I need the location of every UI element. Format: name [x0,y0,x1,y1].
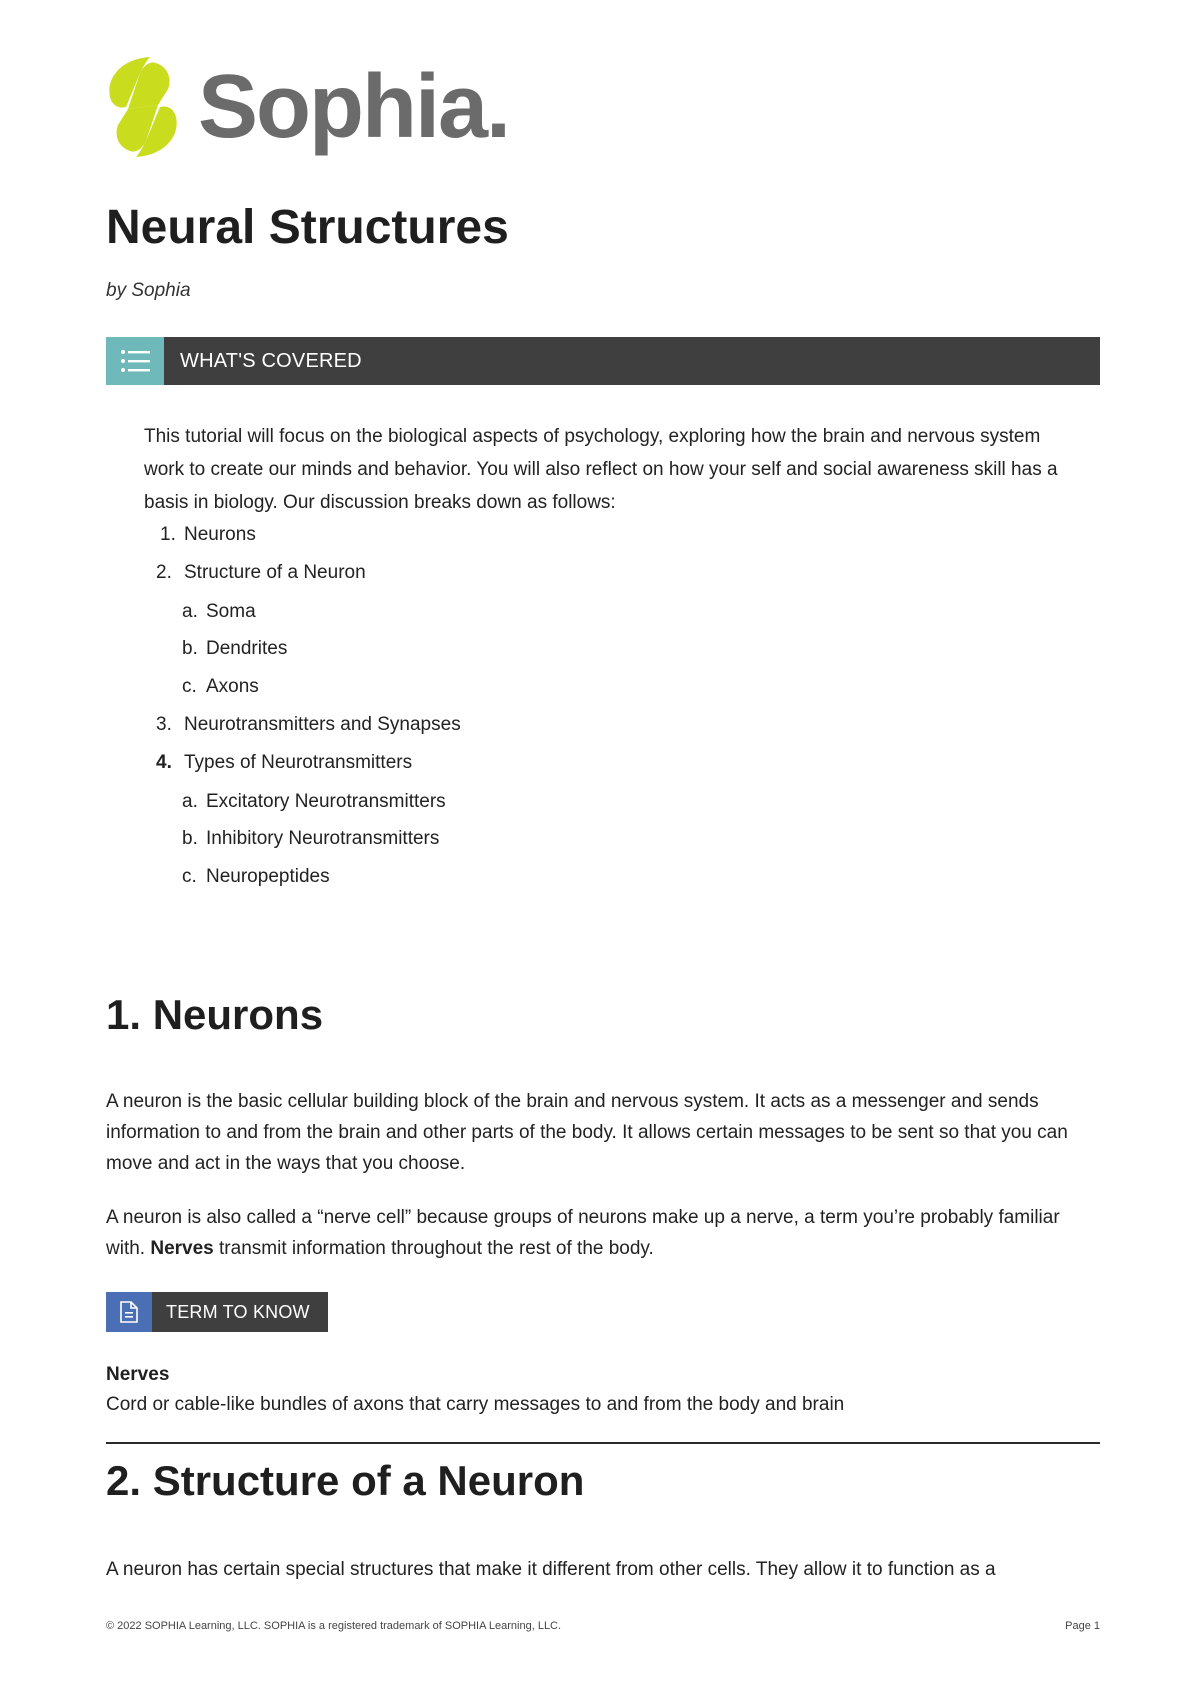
section-divider [106,1442,1100,1444]
toc-subitem: c. Axons [182,676,259,697]
sophia-wordmark: Sophia. [198,57,510,157]
neurons-paragraph-1: A neuron is the basic cellular building block of the brain and nervous system. It acts as a messenger and sends information to and from the brain and other parts of the body. It allows certain messages to be sent so that you can move and act in the ways that you choose. [106,1091,1068,1174]
toc-subitem: b. Dendrites [182,638,288,659]
toc-subitem: c. Neuropeptides [182,866,330,887]
whats-covered-label: WHAT'S COVERED [180,349,362,372]
page-title: Neural Structures [106,201,509,254]
toc-subitem: a. Excitatory Neurotransmitters [182,791,446,812]
list-icon [106,337,164,385]
neurons-paragraph-2: A neuron is also called a “nerve cell” because groups of neurons make up a nerve, a term you’re probably familiar with. Nerves transmit information throughout the rest of the body. [106,1207,1060,1259]
section-heading-neurons: 1. Neurons [106,991,324,1038]
document-icon [106,1292,152,1332]
toc-item: 3. Neurotransmitters and Synapses [156,714,461,735]
term-name: Nerves [106,1364,170,1385]
whats-covered-banner [106,337,1100,385]
toc-item: 2. Structure of a Neuron [156,562,366,583]
term-to-know-label: TERM TO KNOW [166,1301,310,1322]
term-definition: Cord or cable-like bundles of axons that carry messages to and from the body and brain [106,1394,845,1415]
footer-copyright: © 2022 SOPHIA Learning, LLC. SOPHIA is a registered trademark of SOPHIA Learning, LLC. [106,1620,562,1632]
intro-paragraph: This tutorial will focus on the biological aspects of psychology, exploring how the brain and nervous system work to create our minds and behavior. You will also reflect on how your self and social awareness skill has a basis in biology. Our discussion breaks down as follows: [144,426,1058,513]
term-to-know-banner [106,1292,328,1332]
structure-paragraph-1: A neuron has certain special structures that make it different from other cells. They allow it to function as a [106,1559,996,1580]
toc-subitem: b. Inhibitory Neurotransmitters [182,828,440,849]
section-heading-structure: 2. Structure of a Neuron [106,1457,585,1504]
sophia-logo-mark-icon [106,57,180,157]
toc-item: 1. Neurons [160,524,256,545]
toc-subitem: a. Soma [182,601,256,622]
byline: by Sophia [106,280,191,301]
sophia-logo [106,52,546,162]
toc-item: 4. Types of Neurotransmitters [156,752,413,773]
footer-page-number: Page 1 [1065,1620,1100,1632]
